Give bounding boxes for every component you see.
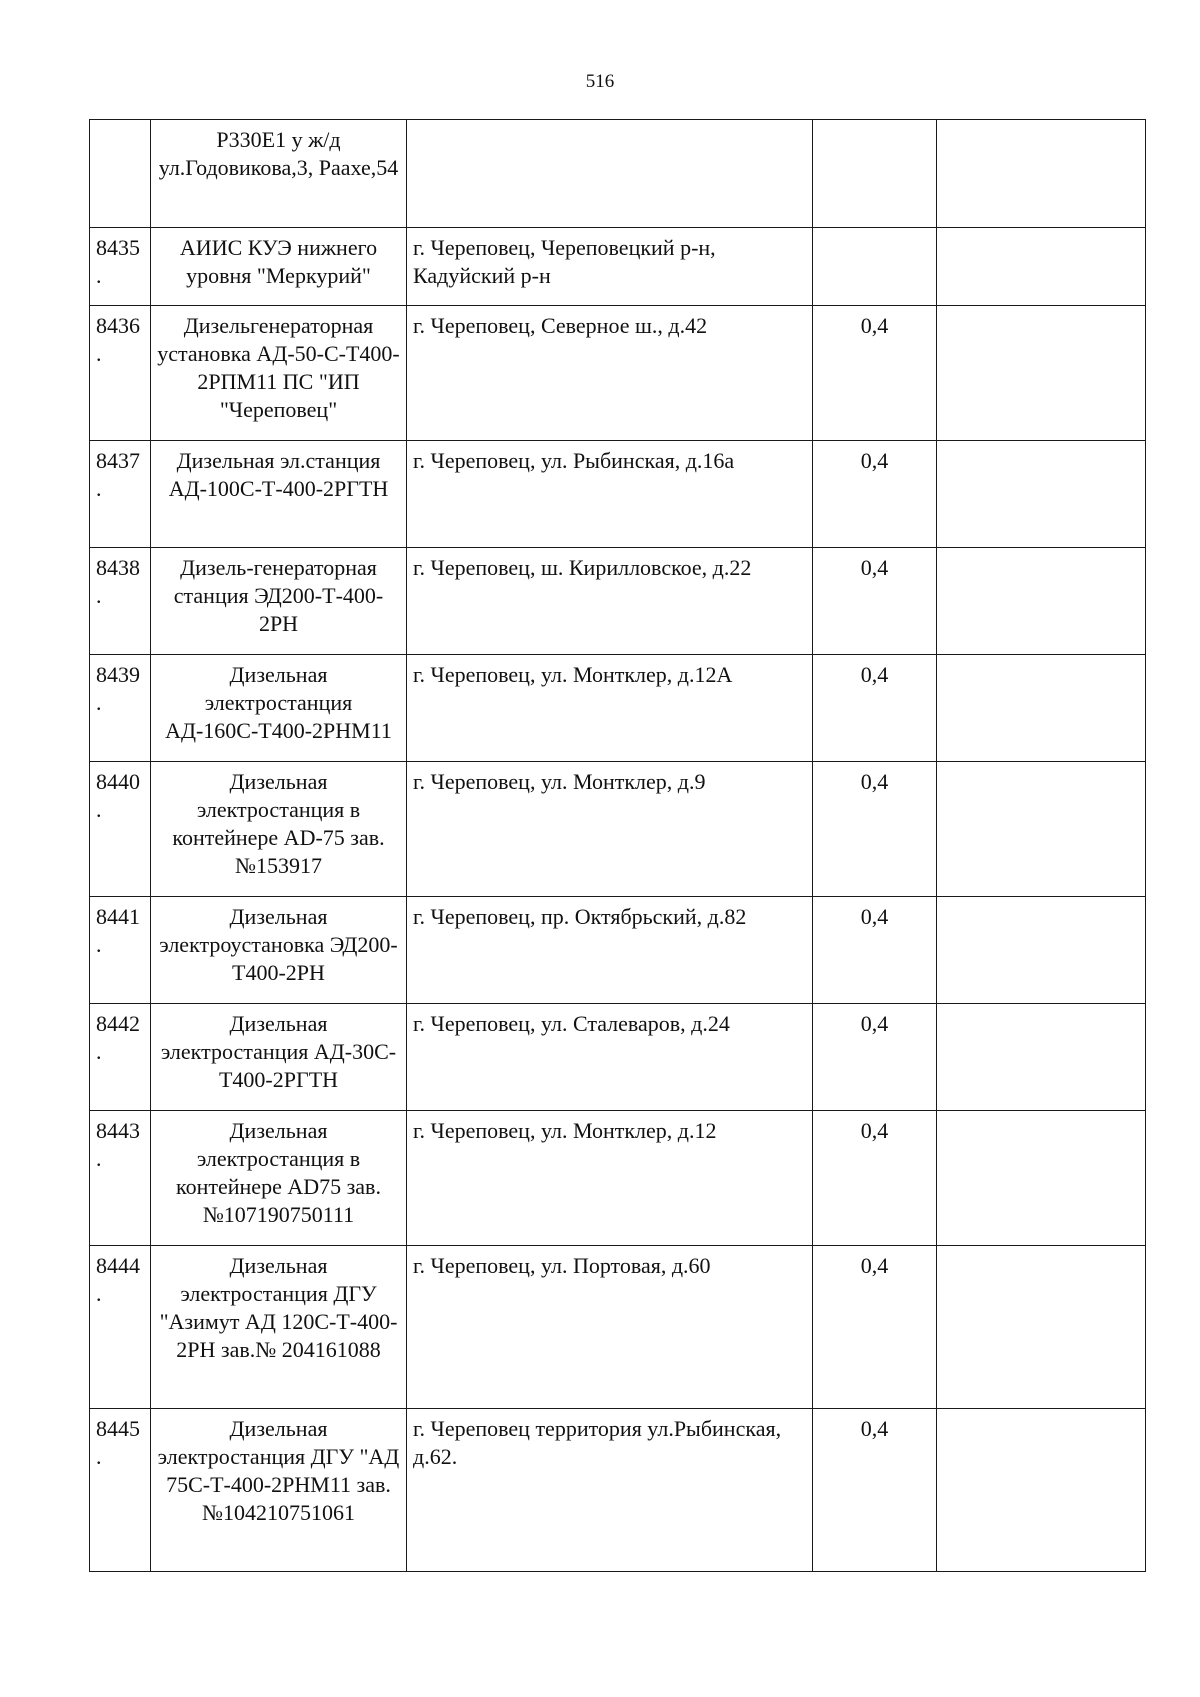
equipment-name: Дизельная электроустановка ЭД200-Т400-2РН: [151, 897, 407, 1004]
extra-cell: [937, 1246, 1146, 1409]
table-row: [90, 306, 1146, 441]
extra-cell: [937, 548, 1146, 655]
equipment-address: г. Череповец, ул. Монтклер, д.12А: [407, 655, 813, 762]
extra-cell: [937, 1111, 1146, 1246]
voltage-value: [813, 120, 937, 228]
equipment-address: г. Череповец, ул. Портовая, д.60: [407, 1246, 813, 1409]
row-number: 8445.: [90, 1409, 151, 1572]
table-row: [90, 897, 1146, 1004]
row-number: 8437.: [90, 441, 151, 548]
extra-cell: [937, 655, 1146, 762]
equipment-address: г. Череповец территория ул.Рыбинская, д.62.: [407, 1409, 813, 1572]
table-row: [90, 655, 1146, 762]
equipment-name: Дизельная электростанция ДГУ "АД 75С-Т-400-2РНМ11 зав.№104210751061: [151, 1409, 407, 1572]
voltage-value: 0,4: [813, 655, 937, 762]
row-number: 8444.: [90, 1246, 151, 1409]
page-number: 516: [585, 71, 615, 92]
equipment-address: г. Череповец, ул. Рыбинская, д.16а: [407, 441, 813, 548]
row-number: 8439.: [90, 655, 151, 762]
table-row: [90, 441, 1146, 548]
row-number: 8442.: [90, 1004, 151, 1111]
row-number: 8436.: [90, 306, 151, 441]
table-row: [90, 1111, 1146, 1246]
extra-cell: [937, 441, 1146, 548]
equipment-name: Дизельная электростанция ДГУ "Азимут АД 120С-Т-400-2РН зав.№ 204161088: [151, 1246, 407, 1409]
row-number: 8438.: [90, 548, 151, 655]
equipment-address: г. Череповец, пр. Октябрьский, д.82: [407, 897, 813, 1004]
voltage-value: 0,4: [813, 1004, 937, 1111]
equipment-name: Дизельная электростанция в контейнере AD-75 зав.№153917: [151, 762, 407, 897]
table-row: [90, 1004, 1146, 1111]
equipment-name: Дизельная электростанция АД-160С-Т400-2РНМ11: [151, 655, 407, 762]
extra-cell: [937, 897, 1146, 1004]
equipment-name: Дизельгенераторная установка АД-50-С-Т400-2РПМ11 ПС "ИП "Череповец": [151, 306, 407, 441]
voltage-value: 0,4: [813, 762, 937, 897]
equipment-name: Дизельная эл.станция АД-100С-Т-400-2РГТН: [151, 441, 407, 548]
row-number: [90, 120, 151, 228]
equipment-name: Дизельная электростанция АД-30С-Т400-2РГТН: [151, 1004, 407, 1111]
equipment-address: г. Череповец, ш. Кирилловское, д.22: [407, 548, 813, 655]
table-row: [90, 548, 1146, 655]
voltage-value: 0,4: [813, 1246, 937, 1409]
extra-cell: [937, 762, 1146, 897]
row-number: 8441.: [90, 897, 151, 1004]
voltage-value: 0,4: [813, 441, 937, 548]
voltage-value: 0,4: [813, 897, 937, 1004]
table-row: [90, 120, 1146, 228]
equipment-address: г. Череповец, ул. Сталеваров, д.24: [407, 1004, 813, 1111]
extra-cell: [937, 228, 1146, 306]
extra-cell: [937, 120, 1146, 228]
equipment-address: г. Череповец, ул. Монтклер, д.9: [407, 762, 813, 897]
equipment-address: [407, 120, 813, 228]
extra-cell: [937, 306, 1146, 441]
equipment-name: Р330Е1 у ж/д ул.Годовикова,3, Раахе,54: [151, 120, 407, 228]
equipment-address: г. Череповец, ул. Монтклер, д.12: [407, 1111, 813, 1246]
equipment-name: АИИС КУЭ нижнего уровня "Меркурий": [151, 228, 407, 306]
table-row: [90, 762, 1146, 897]
equipment-name: Дизельная электростанция в контейнере AD75 зав.№107190750111: [151, 1111, 407, 1246]
voltage-value: 0,4: [813, 306, 937, 441]
extra-cell: [937, 1004, 1146, 1111]
row-number: 8440.: [90, 762, 151, 897]
extra-cell: [937, 1409, 1146, 1572]
voltage-value: 0,4: [813, 1111, 937, 1246]
row-number: 8443.: [90, 1111, 151, 1246]
voltage-value: 0,4: [813, 1409, 937, 1572]
equipment-name: Дизель-генераторная станция ЭД200-Т-400-2РН: [151, 548, 407, 655]
row-number: 8435.: [90, 228, 151, 306]
equipment-address: г. Череповец, Череповецкий р-н, Кадуйский р-н: [407, 228, 813, 306]
table-row: [90, 1409, 1146, 1572]
voltage-value: [813, 228, 937, 306]
table-row: [90, 228, 1146, 306]
equipment-address: г. Череповец, Северное ш., д.42: [407, 306, 813, 441]
voltage-value: 0,4: [813, 548, 937, 655]
table-row: [90, 1246, 1146, 1409]
equipment-registry-table: [89, 119, 1146, 1572]
